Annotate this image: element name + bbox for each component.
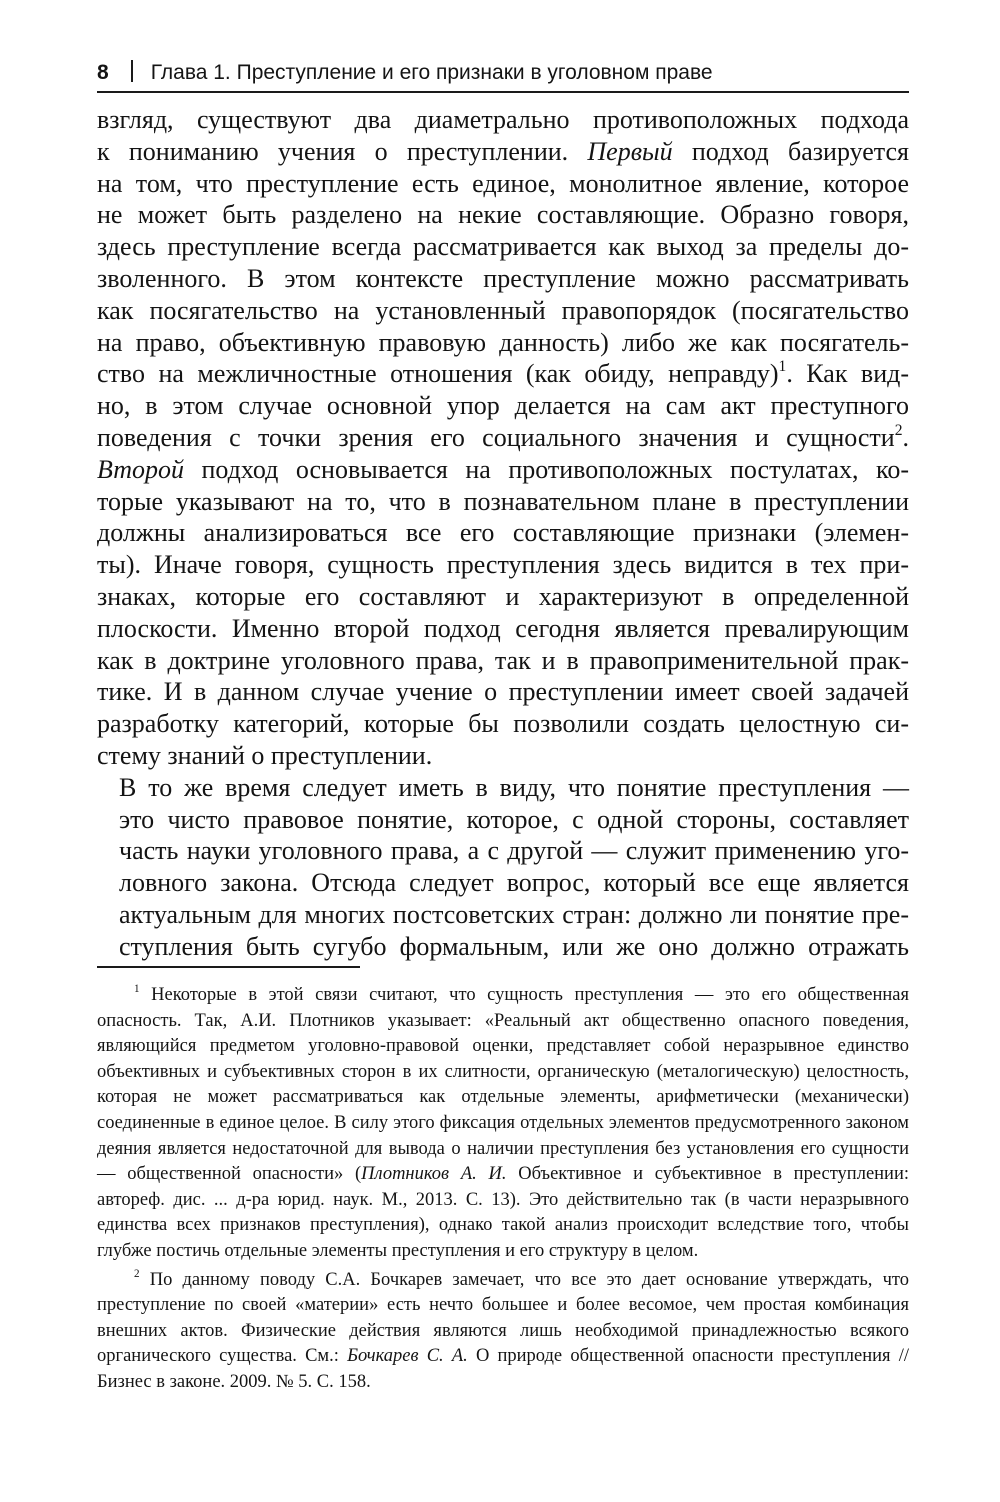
text-line: как посягательство на установленный правопорядок (посягательство [97, 295, 909, 325]
text-line: на право, объективную правовую данность) либо же как посягатель- [97, 327, 909, 357]
text-line: к пониманию учения о преступлении. Первый подход базируется [97, 136, 909, 166]
text-line: поведения с точки зрения его социального значения и сущности$^2$. [97, 422, 909, 452]
page-number: 8 [97, 61, 109, 84]
text-line: ты). Иначе говоря, сущность преступления здесь видится в тех при- [97, 550, 909, 580]
running-header [97, 55, 909, 93]
text-line: стему знаний о преступлении. [97, 740, 433, 770]
cited-author: Плотников А. И. [361, 1164, 507, 1185]
text-line: ство на межличностные отношения (как обиду, неправду)$^1$. Как вид- [97, 358, 910, 389]
cited-author: Бочкарев С. А. [347, 1346, 468, 1367]
emphasis: Второй [97, 454, 184, 484]
text-line: здесь преступление всегда рассматривается как выход за пределы до- [97, 232, 909, 262]
chapter-title: Глава 1. Преступление и его признаки в уголовном праве [150, 61, 713, 84]
text-line: это чисто правовое понятие, которое, с одной стороны, составляет [119, 804, 909, 834]
text-line: часть науки уголовного права, а с другой — служит применению уго- [119, 836, 909, 866]
text-line: должны анализироваться все его составляющие признаки (элемен- [97, 518, 909, 548]
footnote-mark: 2 [134, 1267, 140, 1280]
text-line: В то же время следует иметь в виду, что понятие преступления — [119, 772, 909, 802]
text-line: Второй подход основывается на противоположных постулатах, ко- [97, 454, 909, 484]
text-line: актуальным для многих постсоветских стран: должно ли понятие пре- [119, 899, 909, 929]
text-line: но, в этом случае основной упор делается на сам акт преступного [97, 391, 909, 421]
text-line: на том, что преступление есть единое, монолитное явление, которое [97, 168, 909, 198]
text-line: плоскости. Именно второй подход сегодня является превалирующим [97, 613, 909, 643]
footnotes [97, 983, 909, 1399]
text-line: торые указывают на то, что в познавательном плане в преступлении [97, 486, 909, 516]
header-separator [131, 60, 133, 82]
text-line: тике. И в данном случае учение о преступлении имеет своей задачей [97, 677, 909, 707]
text-line: знаках, которые его составляют и характеризуют в определенной [97, 581, 909, 611]
footnote-1: $^1$ Некоторые в этой связи считают, что сущность преступления — это его общественная опасность. Так, А.И. Плотников указывает: «Реальный акт общественно опасного поведения, являющийся предметом уголовно-правовой оценки, представляет собой неразрывное единство объективных и субъективных сторон в их слитности, органическую (металогическую) целостность, которая не может рассматриваться как отдельные элементы, арифметически (механически) соединенные в единое целое. В силу этого фиксация отдельных элементов предусмотренного законом деяния является недостаточной для вывода о наличии преступления без установления его сущности — общественной опасности» (Плотников А. И. Объективное и субъективное в преступлении: автореф. дис. ... д-ра юрид. наук. М., 2013. С. 13). Это действительно так (в части неразрывного единства всех признаков преступления), однако такой анализ происходит вследствие того, чтобы глубже постичь отдельные элементы преступления и его структуру в целом. [97, 983, 909, 1261]
text-line: ступления быть сугубо формальным, или же оно должно отражать [119, 931, 909, 961]
footnote-ref[interactable]: 1 [778, 358, 787, 376]
text-line: зволенного. В этом контексте преступление можно рассматривать [97, 263, 909, 293]
text-line: взгляд, существуют два диаметрально противоположных подхода [97, 105, 909, 134]
footnote-mark: 1 [134, 983, 140, 996]
emphasis: Первый [587, 136, 673, 166]
paragraph-1 [97, 104, 909, 772]
text-line: разработку категорий, которые бы позволили создать целостную си- [97, 709, 909, 739]
text-line: ловного закона. Отсюда следует вопрос, который все еще является [119, 868, 909, 898]
main-text [97, 104, 909, 963]
footnote-ref[interactable]: 2 [894, 422, 903, 440]
text-line: не может быть разделено на некие составляющие. Образно говоря, [97, 200, 909, 230]
footnote-2: $^2$ По данному поводу С.А. Бочкарев замечает, что все это дает основание утверждать, что преступление по своей «материи» есть нечто большее и более весомое, чем простая комбинация внешних актов. Физические действия являются лишь необходимой принадлежностью всякого органического существа. См.: Бочкарев С. А. О природе общественной опасности преступления // Бизнес в законе. 2009. № 5. С. 158. [97, 1267, 909, 1392]
paragraph-2 [97, 772, 909, 963]
text-line: как в доктрине уголовного права, так и в правоприменительной прак- [97, 645, 909, 675]
footnote-divider [97, 966, 360, 968]
